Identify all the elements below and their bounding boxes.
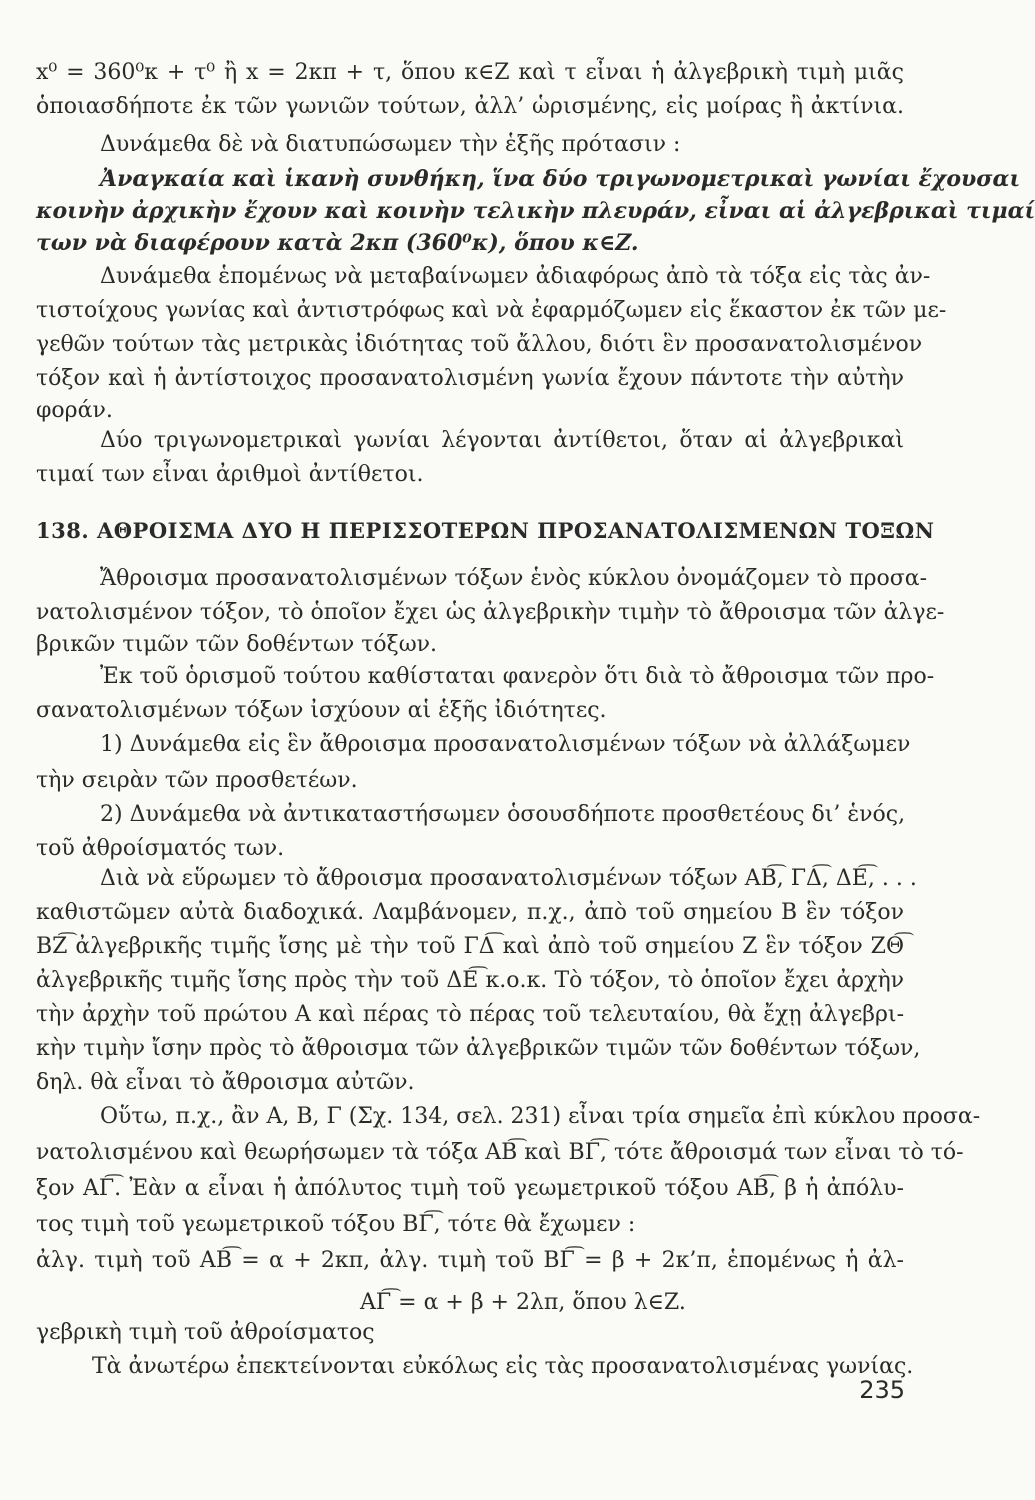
- theorem-line: κοινὴν ἀρχικὴν ἔχουν καὶ κοινὴν τελικὴν πλευράν, εἶναι αἱ ἀλγεβρικαὶ τιμαί: [36, 198, 1035, 224]
- text-line: Δύο τριγωνομετρικαὶ γωνίαι λέγονται ἀντίθετοι, ὅταν αἱ ἀλγεβρικαὶ: [100, 428, 904, 453]
- text-line: 1) Δυνάμεθα εἰς ἓν ἄθροισμα προσανατολισμένων τόξων νὰ ἀλλάξωμεν: [100, 732, 911, 757]
- text-line: σανατολισμένων τόξων ἰσχύουν αἱ ἑξῆς ἰδιότητες.: [36, 698, 607, 723]
- text-line: Διὰ νὰ εὕρωμεν τὸ ἄθροισμα προσανατολισμένων τόξων AB͡, ΓΔ͡, ΔE͡, . . .: [100, 866, 917, 891]
- text-line: Τὰ ἀνωτέρω ἐπεκτείνονται εὐκόλως εἰς τὰς προσανατολισμένας γωνίας.: [92, 1354, 914, 1379]
- text-line: ἀλγ. τιμὴ τοῦ AB͡ = α + 2κπ, ἀλγ. τιμὴ τοῦ BΓ͡ = β + 2κ’π, ἑπομένως ἡ ἀλ-: [36, 1248, 904, 1273]
- page-number: 235: [859, 1376, 905, 1404]
- text-line: ὁποιασδήποτε ἐκ τῶν γωνιῶν τούτων, ἀλλ’ ὡρισμένης, εἰς μοίρας ἢ ἀκτίνια.: [36, 94, 904, 119]
- text-line: 2) Δυνάμεθα νὰ ἀντικαταστήσωμεν ὁσουσδήποτε προσθετέους δι’ ἑνός,: [100, 802, 906, 827]
- text-line: BZ͡ ἀλγεβρικῆς τιμῆς ἴσης μὲ τὴν τοῦ ΓΔ͡ καὶ ἀπὸ τοῦ σημείου Z ἓν τόξον ZΘ͡: [36, 934, 904, 959]
- text-line: κὴν τιμὴν ἴσην πρὸς τὸ ἄθροισμα τῶν ἀλγεβρικῶν τιμῶν τῶν δοθέντων τόξων,: [36, 1036, 921, 1061]
- text-line: τὴν σειρὰν τῶν προσθετέων.: [36, 768, 358, 793]
- theorem-line: των νὰ διαφέρουν κατὰ 2κπ (360⁰κ), ὅπου κ∈Z.: [36, 230, 639, 256]
- text-line: νατολισμένου καὶ θεωρήσωμεν τὰ τόξα AB͡ καὶ BΓ͡, τότε ἄθροισμά των εἶναι τὸ τό-: [36, 1140, 964, 1165]
- text-line: γεβρικὴ τιμὴ τοῦ ἀθροίσματος: [36, 1320, 375, 1345]
- text-line: τοῦ ἀθροίσματός των.: [36, 836, 285, 861]
- text-line: ἀλγεβρικῆς τιμῆς ἴσης πρὸς τὴν τοῦ ΔE͡ κ.ο.κ. Τὸ τόξον, τὸ ὁποῖον ἔχει ἀρχὴν: [36, 968, 904, 993]
- text-line: βρικῶν τιμῶν τῶν δοθέντων τόξων.: [36, 632, 438, 657]
- text-line: x⁰ = 360⁰κ + τ⁰ ἢ x = 2κπ + τ, ὅπου κ∈Z καὶ τ εἶναι ἡ ἀλγεβρικὴ τιμὴ μιᾶς: [36, 60, 904, 85]
- text-line: καθιστῶμεν αὐτὰ διαδοχικά. Λαμβάνομεν, π.χ., ἀπὸ τοῦ σημείου B ἓν τόξον: [36, 900, 904, 925]
- text-line: τιμαί των εἶναι ἀριθμοὶ ἀντίθετοι.: [36, 462, 424, 487]
- text-line: Ἄθροισμα προσανατολισμένων τόξων ἑνὸς κύκλου ὀνομάζομεν τὸ προσα-: [100, 566, 928, 591]
- section-heading: 138. ΑΘΡΟΙΣΜΑ ΔΥΟ Η ΠΕΡΙΣΣΟΤΕΡΩΝ ΠΡΟΣΑΝΑΤΟΛΙΣΜΕΝΩΝ ΤΟΞΩΝ: [36, 518, 935, 543]
- text-line: γεθῶν τούτων τὰς μετρικὰς ἰδιότητας τοῦ ἄλλου, διότι ἓν προσανατολισμένον: [36, 332, 923, 357]
- text-line: τιστοίχους γωνίας καὶ ἀντιστρόφως καὶ νὰ ἐφαρμόζωμεν εἰς ἕκαστον ἐκ τῶν με-: [36, 298, 947, 323]
- formula-line: AΓ͡ = α + β + 2λπ, ὅπου λ∈Z.: [360, 1290, 686, 1315]
- text-line: τόξον καὶ ἡ ἀντίστοιχος προσανατολισμένη γωνία ἔχουν πάντοτε τὴν αὐτὴν: [36, 366, 904, 391]
- text-line: Δυνάμεθα δὲ νὰ διατυπώσωμεν τὴν ἑξῆς πρότασιν :: [100, 132, 681, 157]
- theorem-line: Ἀναγκαία καὶ ἱκανὴ συνθήκη, ἵνα δύο τριγωνομετρικαὶ γωνίαι ἔχουσαι: [100, 166, 1021, 192]
- text-line: νατολισμένον τόξον, τὸ ὁποῖον ἔχει ὡς ἀλγεβρικὴν τιμὴν τὸ ἄθροισμα τῶν ἀλγε-: [36, 600, 945, 625]
- text-line: δηλ. θὰ εἶναι τὸ ἄθροισμα αὐτῶν.: [36, 1070, 415, 1095]
- text-line: Δυνάμεθα ἑπομένως νὰ μεταβαίνωμεν ἀδιαφόρως ἀπὸ τὰ τόξα εἰς τὰς ἀν-: [100, 264, 931, 289]
- text-line: ξον AΓ͡. Ἐὰν α εἶναι ἡ ἀπόλυτος τιμὴ τοῦ γεωμετρικοῦ τόξου AB͡, β ἡ ἀπόλυ-: [36, 1176, 904, 1201]
- text-line: τος τιμὴ τοῦ γεωμετρικοῦ τόξου BΓ͡, τότε θὰ ἔχωμεν :: [36, 1212, 636, 1237]
- text-line: τὴν ἀρχὴν τοῦ πρώτου A καὶ πέρας τὸ πέρας τοῦ τελευταίου, θὰ ἔχῃ ἀλγεβρι-: [36, 1002, 904, 1027]
- text-line: φοράν.: [36, 398, 113, 423]
- text-line: Οὕτω, π.χ., ἂν A, B, Γ (Σχ. 134, σελ. 231) εἶναι τρία σημεῖα ἐπὶ κύκλου προσα-: [100, 1104, 981, 1129]
- text-line: Ἐκ τοῦ ὁρισμοῦ τούτου καθίσταται φανερὸν ὅτι διὰ τὸ ἄθροισμα τῶν προ-: [100, 664, 935, 689]
